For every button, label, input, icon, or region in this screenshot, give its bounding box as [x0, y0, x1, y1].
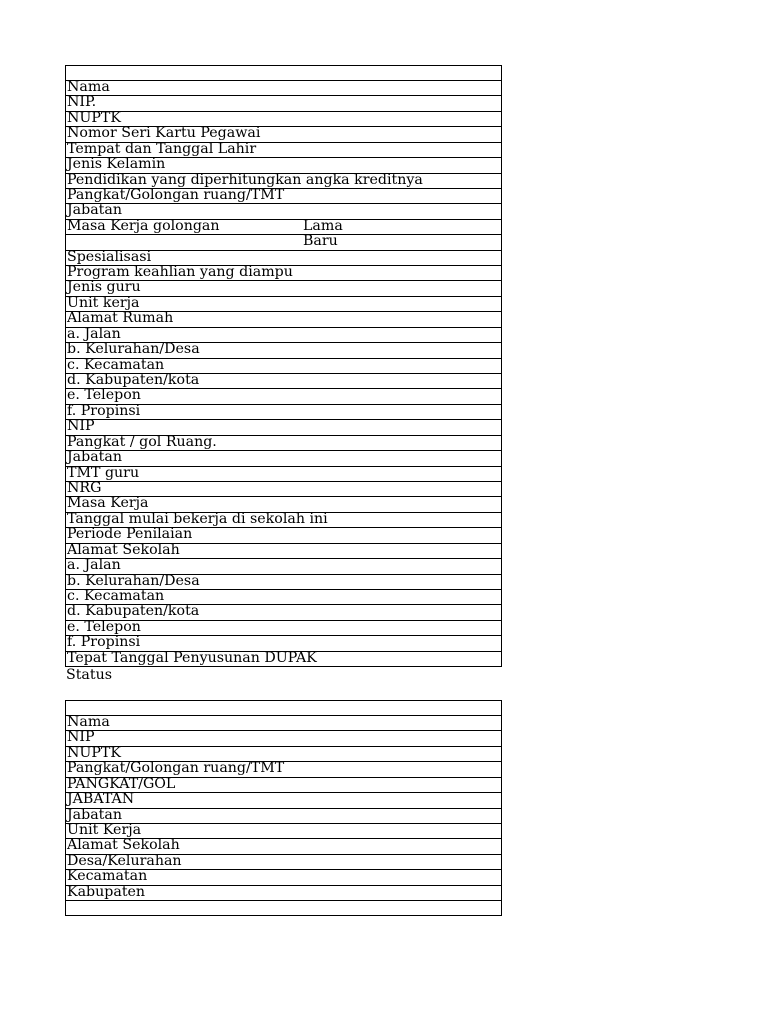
- row-label: Alamat Sekolah: [67, 541, 180, 558]
- row-label: Spesialisasi: [67, 248, 152, 265]
- row-label: Alamat Rumah: [67, 310, 174, 327]
- row-label: Masa Kerja: [67, 495, 149, 512]
- row-label: Nama: [67, 79, 110, 95]
- row-label: b. Kelurahan/Desa: [67, 341, 200, 358]
- row-label: NIP.: [67, 94, 97, 111]
- row-label: Pangkat/Golongan ruang/TMT: [67, 186, 285, 203]
- table-row: [66, 96, 501, 111]
- table-header-row: [66, 701, 501, 716]
- row-label: Pangkat / gol Ruang.: [67, 433, 217, 450]
- table-header-row: [66, 66, 501, 81]
- row-label: Tempat dan Tanggal Lahir: [67, 140, 257, 157]
- row-label: f. Propinsi: [67, 402, 141, 419]
- row-label: Jenis Kelamin: [67, 156, 166, 173]
- table-row: [66, 901, 501, 916]
- row-label: e. Telepon: [67, 618, 141, 635]
- row-label: Jabatan: [67, 202, 122, 219]
- row-label: Jabatan: [67, 806, 122, 823]
- row-label: a. Jalan: [67, 557, 121, 574]
- row-label: Kabupaten: [67, 883, 146, 900]
- table-row: [66, 883, 501, 901]
- row-label: Pendidikan yang diperhitungkan angka kreditnya: [67, 171, 423, 188]
- row-label: Pangkat/Golongan ruang/TMT: [67, 760, 285, 777]
- row-label: NIP: [67, 729, 95, 746]
- row-label: NRG: [67, 479, 102, 496]
- table-row: [66, 217, 501, 235]
- row-label: Tepat Tanggal Penyusunan DUPAK: [67, 649, 317, 666]
- row-label: Alamat Sekolah: [67, 837, 180, 854]
- row-sublabel: Lama: [303, 217, 343, 234]
- row-label: Nama: [67, 714, 110, 730]
- row-label: Unit kerja: [67, 294, 140, 311]
- table-body: [66, 716, 501, 916]
- row-label: Masa Kerja golongan: [67, 217, 220, 234]
- table-row: [66, 731, 501, 746]
- row-label: Periode Penilaian: [67, 526, 193, 543]
- row-label: NIP: [67, 418, 95, 435]
- row-label: Jenis guru: [67, 279, 141, 296]
- table-row: [66, 81, 501, 96]
- row-label: b. Kelurahan/Desa: [67, 572, 200, 589]
- row-label: NUPTK: [67, 109, 121, 126]
- row-label: d. Kabupaten/kota: [67, 372, 200, 389]
- row-label: Nomor Seri Kartu Pegawai: [67, 125, 261, 142]
- row-label: a. Jalan: [67, 325, 121, 342]
- table-row: [66, 433, 501, 451]
- table-row: [66, 649, 501, 667]
- row-label: d. Kabupaten/kota: [67, 603, 200, 620]
- row-label: Unit Kerja: [67, 821, 142, 838]
- row-label: e. Telepon: [67, 387, 141, 404]
- summary-table: [65, 700, 502, 916]
- status-label: Status: [66, 667, 112, 683]
- row-label: c. Kecamatan: [67, 587, 165, 604]
- row-label: Desa/Kelurahan: [67, 852, 182, 869]
- row-label: Program keahlian yang diampu: [67, 264, 293, 281]
- biodata-table: [65, 65, 502, 667]
- row-label: NUPTK: [67, 744, 121, 761]
- row-label: Kecamatan: [67, 868, 148, 885]
- table-row: [66, 464, 501, 482]
- table-body: [66, 81, 501, 667]
- row-label: f. Propinsi: [67, 634, 141, 651]
- row-sublabel: Baru: [303, 233, 338, 250]
- table-row: [66, 402, 501, 420]
- table-row: [66, 186, 501, 204]
- row-label: Tanggal mulai bekerja di sekolah ini: [67, 510, 328, 527]
- table-row: [66, 793, 501, 808]
- row-label: Jabatan: [67, 449, 122, 466]
- row-label: c. Kecamatan: [67, 356, 165, 373]
- table-row: [66, 716, 501, 731]
- row-label: PANGKAT/GOL: [67, 775, 176, 792]
- table-row: [66, 541, 501, 559]
- table-row: [66, 312, 501, 327]
- row-label: JABATAN: [67, 791, 135, 808]
- row-label: TMT guru: [67, 464, 140, 481]
